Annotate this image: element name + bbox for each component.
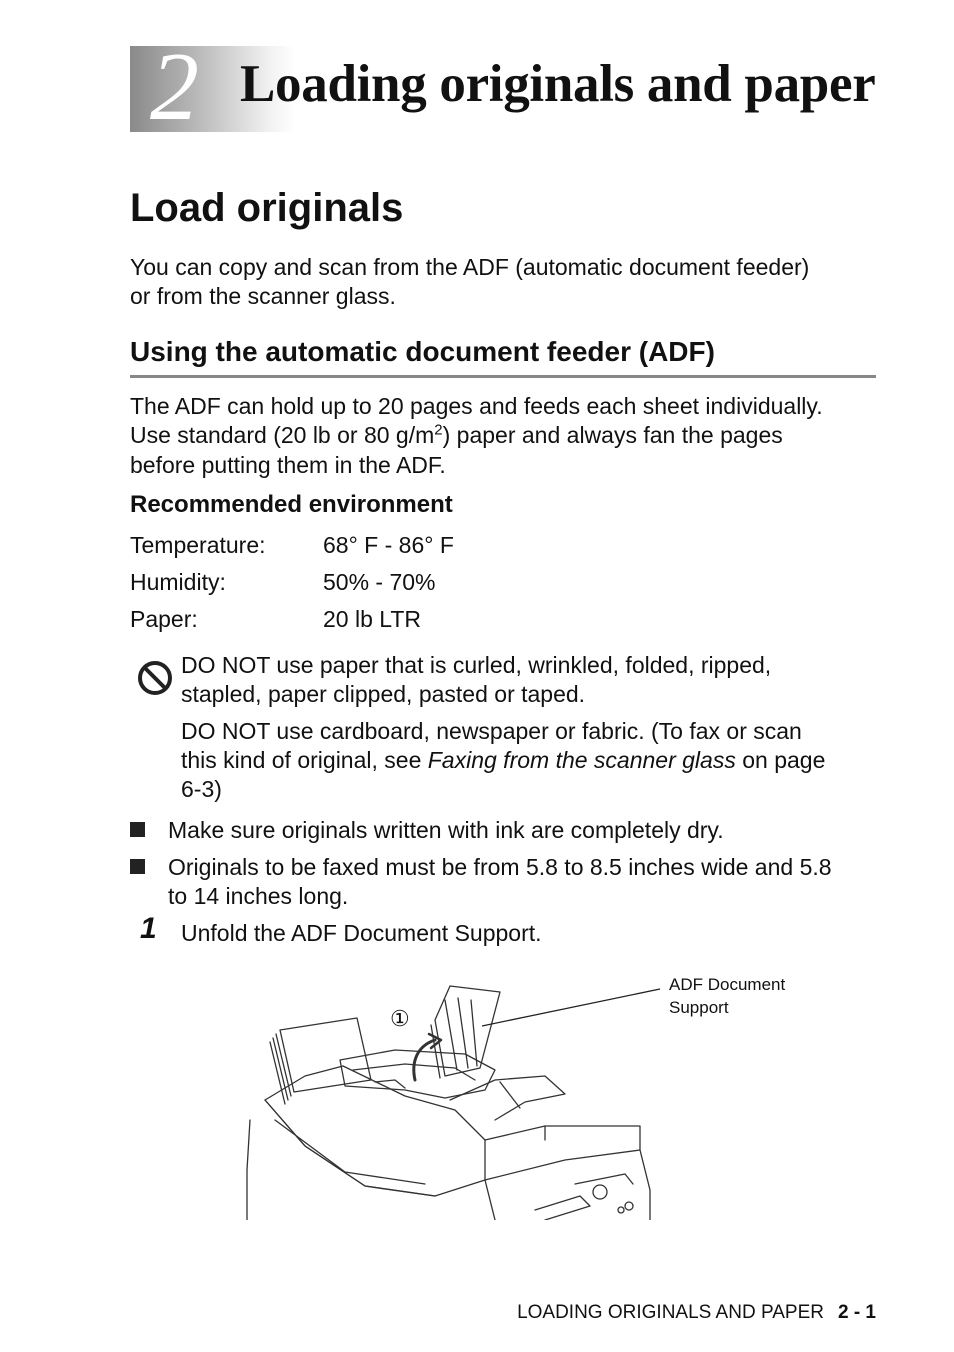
environment-row-paper (130, 606, 421, 633)
callout-label: ADF Document Support (669, 975, 786, 1017)
env-value: 68° F - 86° F (323, 532, 454, 558)
bullet-1-text: Make sure originals written with ink are completely dry. (168, 817, 724, 843)
environment-row-humidity (130, 569, 436, 596)
environment-row-temperature (130, 532, 454, 559)
caution-line-2: stapled, paper clipped, pasted or taped. (181, 681, 586, 707)
subsection-body-line-1: The ADF can hold up to 20 pages and feeds each sheet individually. (130, 393, 823, 419)
env-label: Temperature: (130, 532, 266, 558)
env-value: 20 lb LTR (323, 606, 422, 632)
section-intro-line-2: or from the scanner glass. (130, 283, 396, 309)
callout-leader-line (480, 985, 665, 1030)
chapter-title: Loading originals and paper (240, 55, 876, 113)
prohibited-icon (137, 660, 173, 696)
step-text: Unfold the ADF Document Support. (181, 920, 542, 946)
environment-title: Recommended environment (130, 491, 453, 518)
env-value: 50% - 70% (323, 569, 436, 595)
caution-line-5: 6-3) (181, 776, 222, 802)
bullet-2-line-2: to 14 inches long. (168, 883, 349, 909)
subsection-body-line-3: before putting them in the ADF. (130, 452, 446, 478)
section-intro-line-1: You can copy and scan from the ADF (automatic document feeder) (130, 254, 810, 280)
caution-line-4: this kind of original, see Faxing from the scanner glass on page (181, 747, 826, 773)
step-number: 1 (140, 912, 157, 945)
bullet-square (130, 822, 145, 837)
page-footer (517, 1302, 876, 1324)
superscript: 2 (434, 421, 443, 439)
footer-chapter: LOADING ORIGINALS AND PAPER (517, 1302, 824, 1323)
cross-reference: Faxing from the scanner glass (427, 747, 736, 773)
caution-line-3: DO NOT use cardboard, newspaper or fabric. (To fax or scan (181, 718, 802, 744)
caution-line-1: DO NOT use paper that is curled, wrinkled, folded, ripped, (181, 652, 772, 678)
section-title: Load originals (130, 186, 404, 230)
env-label: Humidity: (130, 569, 226, 595)
footer-page-number: 2 - 1 (837, 1302, 876, 1323)
figure-marker: ① (390, 1006, 410, 1031)
bullet-2-line-1: Originals to be faxed must be from 5.8 to 8.5 inches wide and 5.8 (168, 854, 832, 880)
bullet-square (130, 859, 145, 874)
env-label: Paper: (130, 606, 198, 632)
chapter-number: 2 (150, 33, 199, 141)
subsection-divider (130, 375, 876, 378)
subsection-title: Using the automatic document feeder (ADF) (130, 336, 715, 367)
subsection-body-line-2: Use standard (20 lb or 80 $g/m^2$) paper and always fan the pages (130, 421, 783, 448)
